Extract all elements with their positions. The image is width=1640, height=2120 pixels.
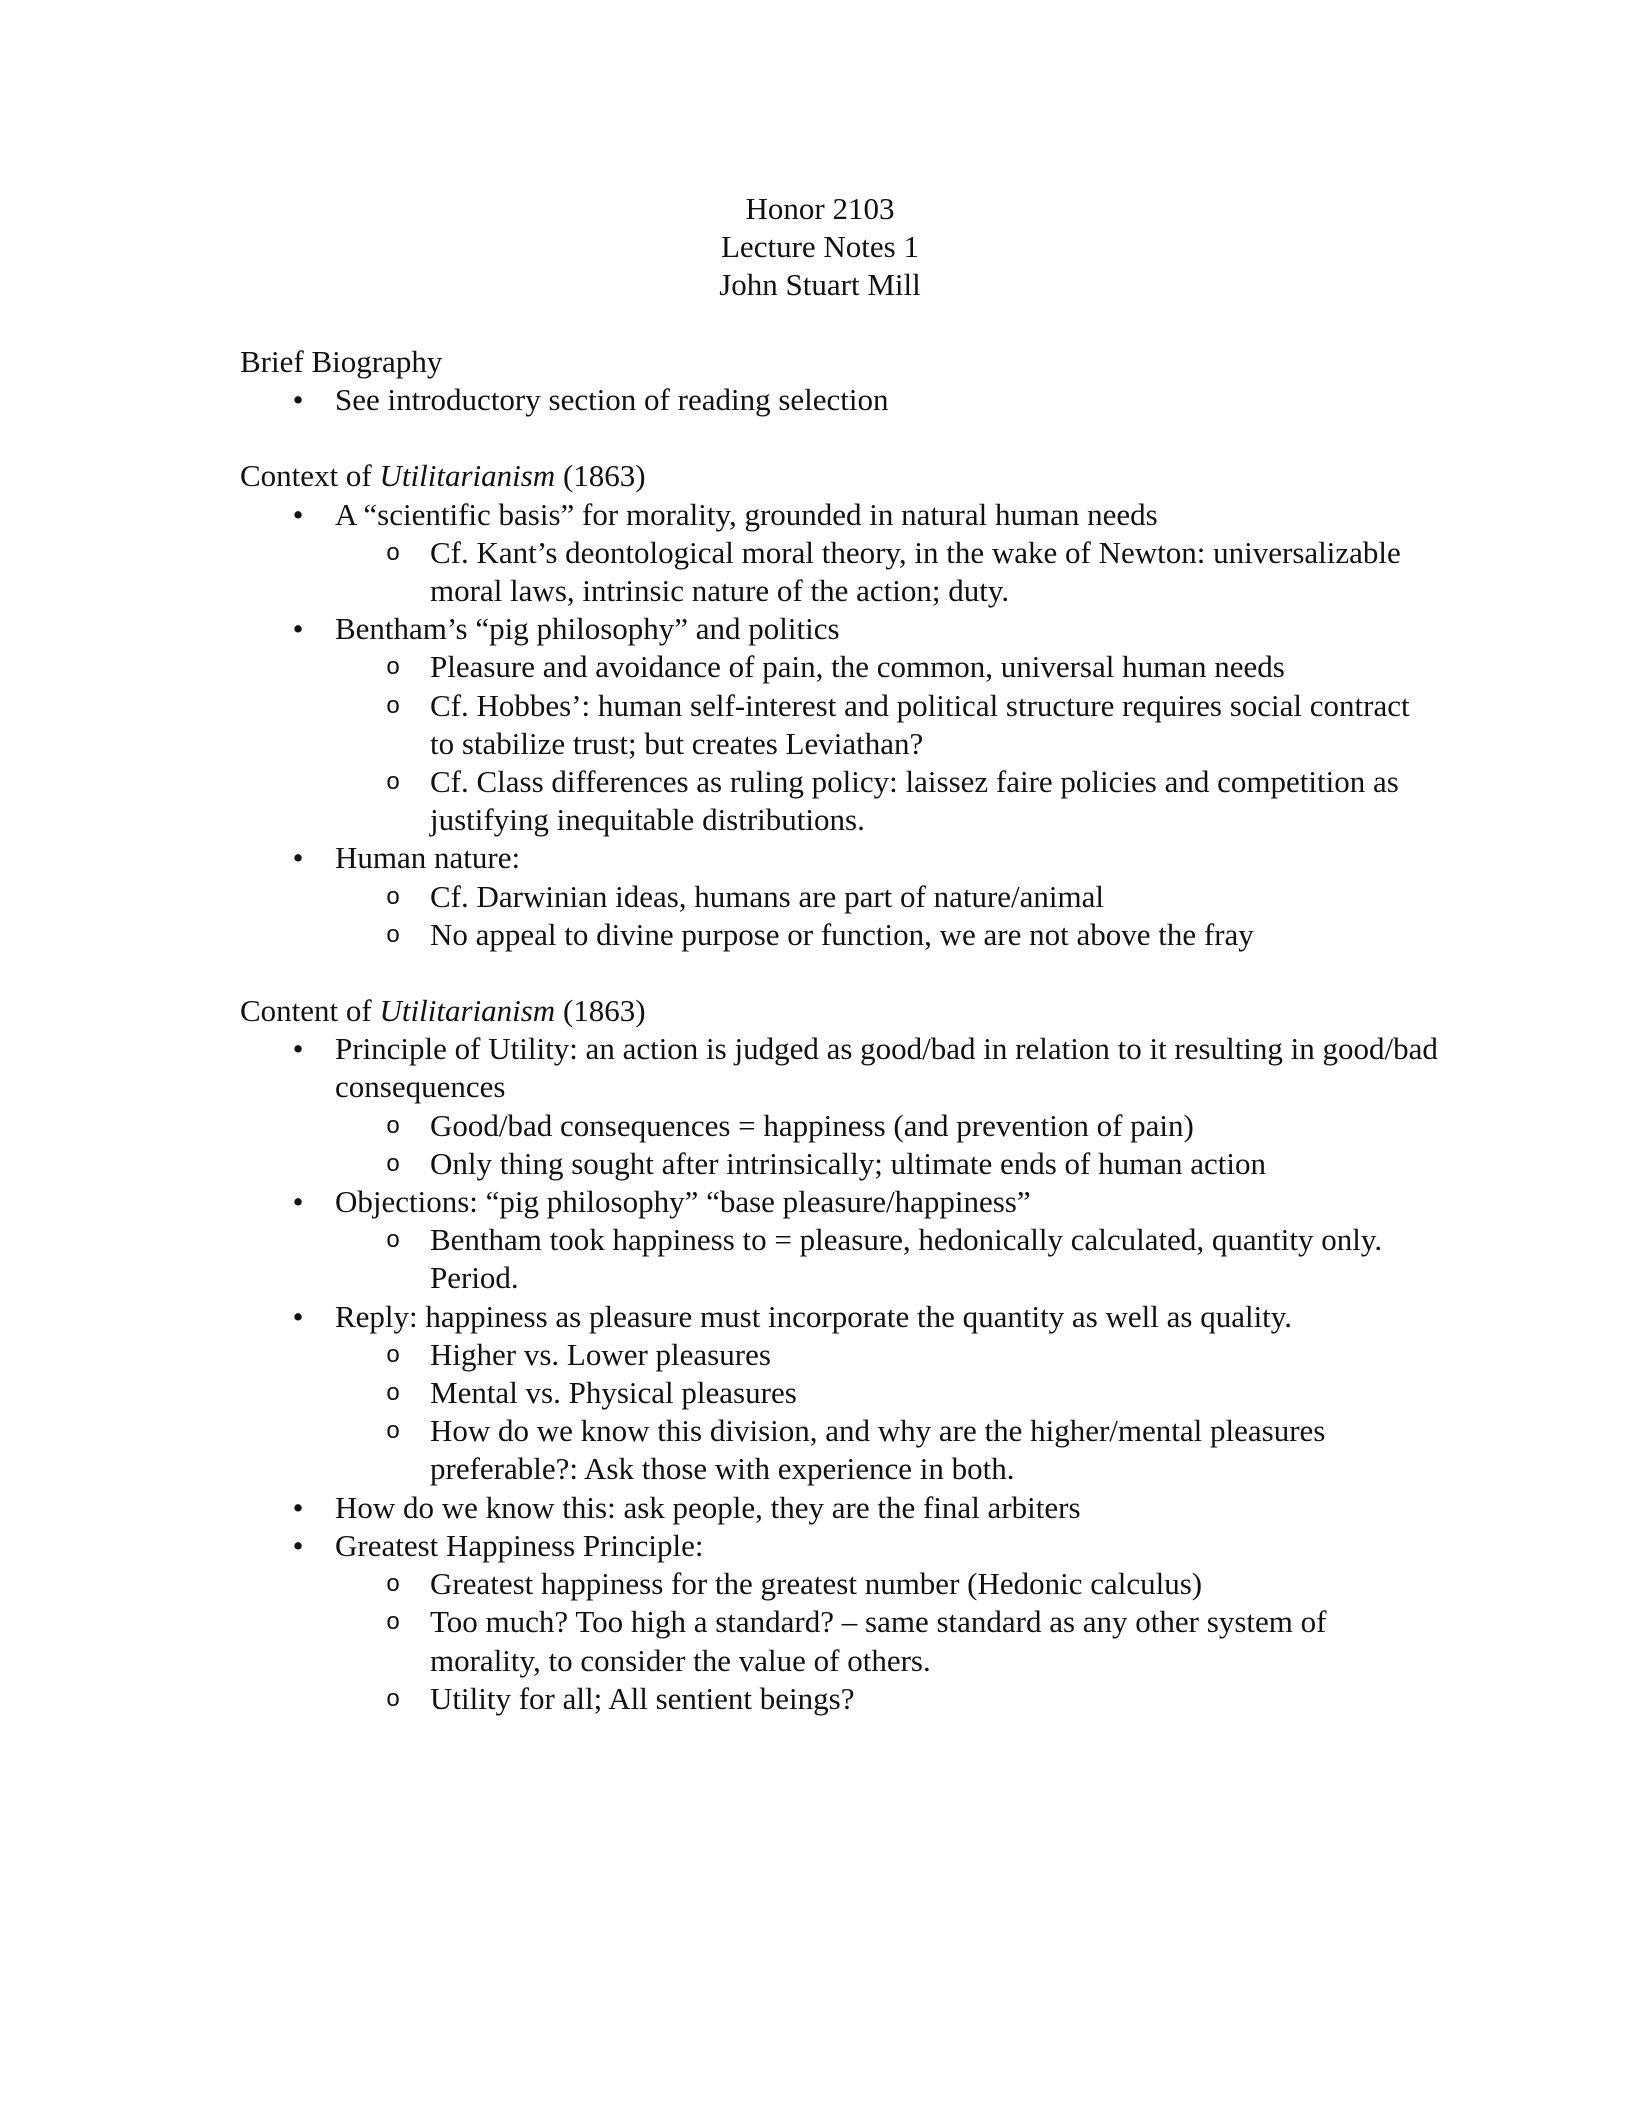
circle-bullet-icon: o	[386, 1340, 400, 1368]
bullet-dot-icon: •	[292, 611, 304, 647]
circle-bullet-icon: o	[386, 768, 400, 796]
section-title-book: Utilitarianism	[379, 458, 556, 494]
list-item	[240, 1183, 1440, 1298]
sub-bullet-list	[335, 1336, 1440, 1489]
bullet-list	[240, 496, 1440, 954]
sub-list-item-text: How do we know this division, and why are the higher/mental pleasures preferable?: Ask those with experience in both.	[430, 1413, 1326, 1487]
sub-list-item	[240, 1412, 1440, 1488]
sub-list-item-text: Good/bad consequences = happiness (and prevention of pain)	[430, 1107, 1194, 1143]
section-title	[240, 343, 1440, 381]
bullet-dot-icon: •	[292, 1489, 304, 1525]
sub-list-item	[240, 1145, 1440, 1183]
sub-list-item-text: Higher vs. Lower pleasures	[430, 1336, 771, 1372]
list-item-text: See introductory section of reading selection	[335, 382, 889, 418]
sub-list-item	[240, 1680, 1440, 1718]
sub-list-item	[240, 1107, 1440, 1145]
circle-bullet-icon: o	[386, 1570, 400, 1598]
bullet-dot-icon: •	[292, 1184, 304, 1220]
sub-list-item	[240, 1603, 1440, 1679]
sub-list-item	[240, 534, 1440, 610]
list-item-text: Principle of Utility: an action is judged as good/bad in relation to it resulting in good/bad consequences	[335, 1031, 1438, 1105]
sub-list-item-text: Cf. Hobbes’: human self-interest and political structure requires social contract to stabilize trust; but creates Leviathan?	[430, 687, 1410, 761]
bullet-list	[240, 1030, 1440, 1718]
circle-bullet-icon: o	[386, 882, 400, 910]
list-item-text: A “scientific basis” for morality, grounded in natural human needs	[335, 496, 1158, 532]
list-item	[240, 1298, 1440, 1489]
author-title: John Stuart Mill	[719, 267, 921, 302]
sub-list-item-text: Utility for all; All sentient beings?	[430, 1680, 855, 1716]
sub-list-item	[240, 1221, 1440, 1297]
circle-bullet-icon: o	[386, 1417, 400, 1445]
list-item-text: Bentham’s “pig philosophy” and politics	[335, 611, 840, 647]
sub-list-item-text: Cf. Class differences as ruling policy: laissez faire policies and competition as justifying inequitable distributions.	[430, 764, 1399, 838]
circle-bullet-icon: o	[386, 1149, 400, 1177]
bullet-dot-icon: •	[292, 1031, 304, 1067]
bullet-dot-icon: •	[292, 840, 304, 876]
sub-bullet-list	[335, 534, 1440, 610]
circle-bullet-icon: o	[386, 1226, 400, 1254]
sub-bullet-list	[335, 1565, 1440, 1718]
sub-list-item	[240, 648, 1440, 686]
circle-bullet-icon: o	[386, 1379, 400, 1407]
circle-bullet-icon: o	[386, 653, 400, 681]
circle-bullet-icon: o	[386, 1111, 400, 1139]
circle-bullet-icon: o	[386, 1608, 400, 1636]
course-title: Honor 2103	[745, 191, 895, 226]
circle-bullet-icon: o	[386, 538, 400, 566]
sub-list-item	[240, 763, 1440, 839]
section	[240, 457, 1440, 954]
sub-list-item	[240, 687, 1440, 763]
circle-bullet-icon: o	[386, 920, 400, 948]
sub-list-item-text: Greatest happiness for the greatest number (Hedonic calculus)	[430, 1566, 1203, 1602]
sub-bullet-list	[335, 648, 1440, 839]
notes-body	[240, 343, 1440, 1756]
sub-list-item-text: No appeal to divine purpose or function, we are not above the fray	[430, 916, 1254, 952]
list-item	[240, 496, 1440, 611]
bullet-list	[240, 381, 1440, 419]
sub-list-item-text: Cf. Kant’s deontological moral theory, in the wake of Newton: universalizable moral laws, intrinsic nature of the action; duty.	[430, 534, 1401, 609]
sub-list-item	[240, 916, 1440, 954]
bullet-dot-icon: •	[292, 496, 304, 532]
list-item-text: Human nature:	[335, 840, 521, 876]
sub-list-item	[240, 1565, 1440, 1603]
circle-bullet-icon: o	[386, 691, 400, 719]
section-title-year: (1863)	[555, 993, 646, 1029]
sub-list-item	[240, 1374, 1440, 1412]
list-item-text: How do we know this: ask people, they are the final arbiters	[335, 1489, 1081, 1525]
sub-list-item-text: Bentham took happiness to = pleasure, hedonically calculated, quantity only. Period.	[430, 1222, 1383, 1296]
section-title	[240, 992, 1440, 1030]
section	[240, 343, 1440, 419]
section-title-text: Brief Biography	[240, 344, 443, 379]
bullet-dot-icon: •	[292, 1527, 304, 1563]
circle-bullet-icon: o	[386, 1684, 400, 1712]
section-title-text: Content of	[240, 993, 380, 1029]
list-item	[240, 1489, 1440, 1527]
list-item	[240, 1030, 1440, 1183]
sub-list-item	[240, 1336, 1440, 1374]
list-item-text: Reply: happiness as pleasure must incorporate the quantity as well as quality.	[335, 1298, 1293, 1334]
bullet-dot-icon: •	[292, 1298, 304, 1334]
document-header	[0, 190, 1640, 304]
section-title	[240, 457, 1440, 495]
sub-bullet-list	[335, 878, 1440, 954]
sub-list-item-text: Mental vs. Physical pleasures	[430, 1375, 797, 1411]
section-title-year: (1863)	[555, 458, 646, 494]
list-item	[240, 839, 1440, 954]
sub-list-item-text: Only thing sought after intrinsically; ultimate ends of human action	[430, 1145, 1266, 1181]
section	[240, 992, 1440, 1718]
sub-list-item-text: Too much? Too high a standard? – same standard as any other system of morality, to consider the value of others.	[430, 1604, 1327, 1678]
sub-bullet-list	[335, 1107, 1440, 1183]
lecture-title: Lecture Notes 1	[721, 229, 919, 264]
section-title-book: Utilitarianism	[379, 993, 556, 1029]
list-item	[240, 1527, 1440, 1718]
sub-list-item-text: Cf. Darwinian ideas, humans are part of nature/animal	[430, 878, 1105, 914]
sub-list-item	[240, 878, 1440, 916]
sub-bullet-list	[335, 1221, 1440, 1297]
list-item-text: Objections: “pig philosophy” “base pleasure/happiness”	[335, 1184, 1031, 1220]
list-item-text: Greatest Happiness Principle:	[335, 1527, 704, 1563]
bullet-dot-icon: •	[292, 382, 304, 418]
list-item	[240, 381, 1440, 419]
section-title-text: Context of	[240, 458, 380, 494]
list-item	[240, 610, 1440, 839]
sub-list-item-text: Pleasure and avoidance of pain, the common, universal human needs	[430, 649, 1285, 685]
